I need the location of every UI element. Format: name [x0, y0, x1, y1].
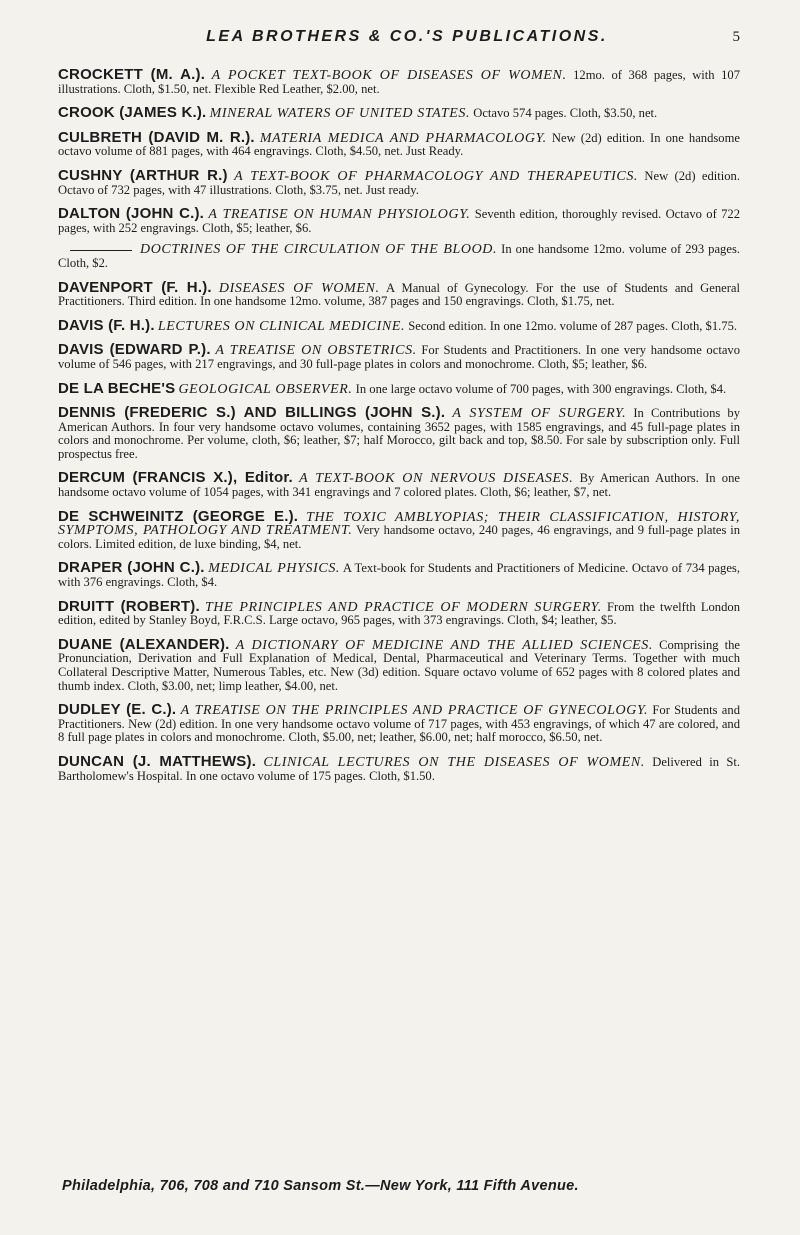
entry-description: Octavo 574 pages. Cloth, $3.50, net.	[473, 106, 658, 121]
entry-author: CROOK (JAMES K.).	[58, 104, 207, 122]
catalog-entry	[58, 207, 740, 235]
entry-description: In one large octavo volume of 700 pages, with 300 engravings. Cloth, $4.	[355, 381, 727, 396]
entry-description: New (2d) edition. Octavo of 732 pages, with 47 illustrations. Cloth, $3.75, net. Just ready.	[58, 168, 740, 197]
entry-author: DERCUM (FRANCIS X.), Editor.	[58, 469, 293, 487]
catalog-entry	[58, 561, 740, 589]
entry-author: DAVIS (F. H.).	[58, 316, 155, 334]
entry-author: DENNIS (FREDERIC S.) AND BILLINGS (JOHN S.).	[58, 404, 446, 422]
catalog-entry	[58, 128, 740, 159]
publisher-address-footer: Philadelphia, 706, 708 and 710 Sansom St.—New York, 111 Fifth Avenue.	[62, 1178, 579, 1194]
entry-title: A TEXT-BOOK OF PHARMACOLOGY AND THERAPEUTICS.	[234, 168, 639, 184]
catalog-entry	[58, 507, 741, 552]
catalog-entry	[58, 166, 740, 197]
entry-title: CLINICAL LECTURES ON THE DISEASES OF WOMEN.	[263, 754, 645, 770]
page-number: 5	[732, 29, 740, 45]
entry-author: CROCKETT (M. A.).	[58, 66, 206, 83]
entry-title: A TEXT-BOOK ON NERVOUS DISEASES.	[299, 471, 574, 487]
entry-title: LECTURES ON CLINICAL MEDICINE.	[157, 318, 406, 334]
catalog-entry	[58, 597, 740, 628]
catalog-entry	[58, 635, 740, 693]
entry-title: A DICTIONARY OF MEDICINE AND THE ALLIED SCIENCES.	[235, 637, 653, 653]
entry-description: In one handsome 12mo. volume of 293 pages. Cloth, $2.	[58, 242, 740, 270]
entry-title: MINERAL WATERS OF UNITED STATES.	[209, 106, 471, 122]
catalog-entry	[58, 752, 740, 783]
entry-author: DALTON (JOHN C.).	[58, 205, 205, 223]
entry-description: Seventh edition, thoroughly revised. Octavo of 722 pages, with 252 engravings. Cloth, $5; leather, $6.	[58, 207, 740, 235]
entry-description: A Text-book for Students and Practitioners of Medicine. Octavo of 734 pages, with 376 engravings. Cloth, $4.	[58, 561, 740, 590]
entry-title: A SYSTEM OF SURGERY.	[452, 406, 627, 422]
entry-description: A Manual of Gynecology. For the use of Students and General Practitioners. Third edition. In one handsome 12mo. volume, 387 pages and 150 engravings. Cloth, $1.75, net.	[58, 280, 740, 309]
entry-title: THE TOXIC AMBLYOPIAS; THEIR CLASSIFICATION, HISTORY, SYMPTOMS, PATHOLOGY AND TREATMENT.	[58, 509, 741, 539]
catalog-entry	[58, 703, 740, 745]
entry-author: DAVIS (EDWARD P.).	[58, 341, 211, 359]
entry-author: DAVENPORT (F. H.).	[58, 278, 212, 296]
catalog-entry	[58, 316, 740, 334]
entry-author: DE LA BECHE'S	[58, 379, 176, 397]
entry-description: For Students and Practitioners. New (2d) edition. In one very handsome octavo volume of 717 pages, with 453 engravings, of which 47 are colored, and 8 full page plates in colors and monochrome. Cloth, $5.00, net; leather, $6.00, net; half morocco, $6.50, net.	[58, 703, 740, 745]
catalog-entry	[58, 379, 740, 397]
entry-title: A TREATISE ON OBSTETRICS.	[215, 343, 417, 359]
catalog-entry	[58, 278, 740, 309]
entry-author: DRUITT (ROBERT).	[58, 597, 200, 615]
entry-title: A TREATISE ON HUMAN PHYSIOLOGY.	[208, 207, 471, 223]
entry-description: New (2d) edition. In one handsome octavo volume of 881 pages, with 464 engravings. Cloth, $4.50, net. Just Ready.	[58, 130, 740, 159]
entry-description: Second edition. In one 12mo. volume of 287 pages. Cloth, $1.75.	[408, 318, 738, 333]
entry-author: DUDLEY (E. C.).	[58, 701, 177, 719]
catalog-entry	[58, 343, 740, 371]
catalog-page	[58, 28, 740, 793]
entry-author: DUNCAN (J. MATTHEWS).	[58, 752, 257, 770]
entry-author: DUANE (ALEXANDER).	[58, 635, 230, 653]
ditto-dash	[70, 250, 132, 251]
catalog-entry	[58, 243, 740, 270]
running-header	[58, 28, 740, 62]
entry-author: CULBRETH (DAVID M. R.).	[58, 128, 255, 146]
catalog-entry	[58, 471, 740, 499]
entry-description: For Students and Practitioners. In one very handsome octavo volume of 546 pages, with 217 engravings, and 30 full-page plates in colors and monochrome. Cloth, $5; leather, $6.	[58, 343, 740, 371]
entry-description: Delivered in St. Bartholomew's Hospital. In one octavo volume of 175 pages. Cloth, $1.50.	[58, 754, 740, 783]
entry-description: From the twelfth London edition, edited by Stanley Boyd, F.R.C.S. Large octavo, 965 pages, with 373 engravings. Cloth, $4; leather, $5.	[58, 599, 740, 628]
catalog-entry	[58, 68, 740, 96]
entry-title: MEDICAL PHYSICS.	[208, 561, 341, 577]
catalog-entry	[58, 406, 740, 461]
entry-description: By American Authors. In one handsome octavo volume of 1054 pages, with 341 engravings and 7 colored plates. Cloth, $6; leather, $7, net.	[58, 471, 740, 500]
entry-description: 12mo. of 368 pages, with 107 illustrations. Cloth, $1.50, net. Flexible Red Leather, $2.00, net.	[58, 68, 741, 96]
entry-title: MATERIA MEDICA AND PHARMACOLOGY.	[259, 130, 547, 146]
entry-title: A POCKET TEXT-BOOK OF DISEASES OF WOMEN.	[211, 68, 567, 83]
entry-author: DE SCHWEINITZ (GEORGE E.).	[58, 507, 299, 525]
entry-description: Very handsome octavo, 240 pages, 46 engravings, and 9 full-page plates in colors. Limited edition, de luxe binding, $4, net.	[58, 523, 741, 551]
entry-author: CUSHNY (ARTHUR R.)	[58, 166, 228, 184]
catalog-entries	[58, 68, 740, 783]
entry-author: DRAPER (JOHN C.).	[58, 559, 205, 577]
entry-title: THE PRINCIPLES AND PRACTICE OF MODERN SURGERY.	[205, 599, 602, 615]
entry-title: DOCTRINES OF THE CIRCULATION OF THE BLOOD.	[140, 242, 498, 258]
entry-description: In Contributions by American Authors. In four very handsome octavo volumes, containing 3652 pages, with 1585 engravings, and 45 full-page plates in colors and monochrome. Per volume, cloth, $6; leather, $7; half Morocco, gilt back and top, $8.50. For sale by subscription only. Full prospectus free.	[58, 406, 740, 461]
entry-title: A TREATISE ON THE PRINCIPLES AND PRACTICE OF GYNECOLOGY.	[180, 703, 649, 719]
header-title: LEA BROTHERS & CO.'S PUBLICATIONS.	[206, 28, 608, 45]
catalog-entry	[58, 106, 740, 121]
entry-description: Comprising the Pronunciation, Derivation and Full Explanation of Medical, Dental, Pharmaceutical and Veterinary Terms. Together with much Collateral Descriptive Matter, Numerous Tables, etc. New (3d) edition. Square octavo volume of 652 pages with 8 colored plates and thumb index. Cloth, $3.00, net; limp leather, $4.00, net.	[58, 637, 740, 693]
entry-title: DISEASES OF WOMEN.	[218, 280, 380, 296]
entry-title: GEOLOGICAL OBSERVER.	[178, 381, 353, 397]
